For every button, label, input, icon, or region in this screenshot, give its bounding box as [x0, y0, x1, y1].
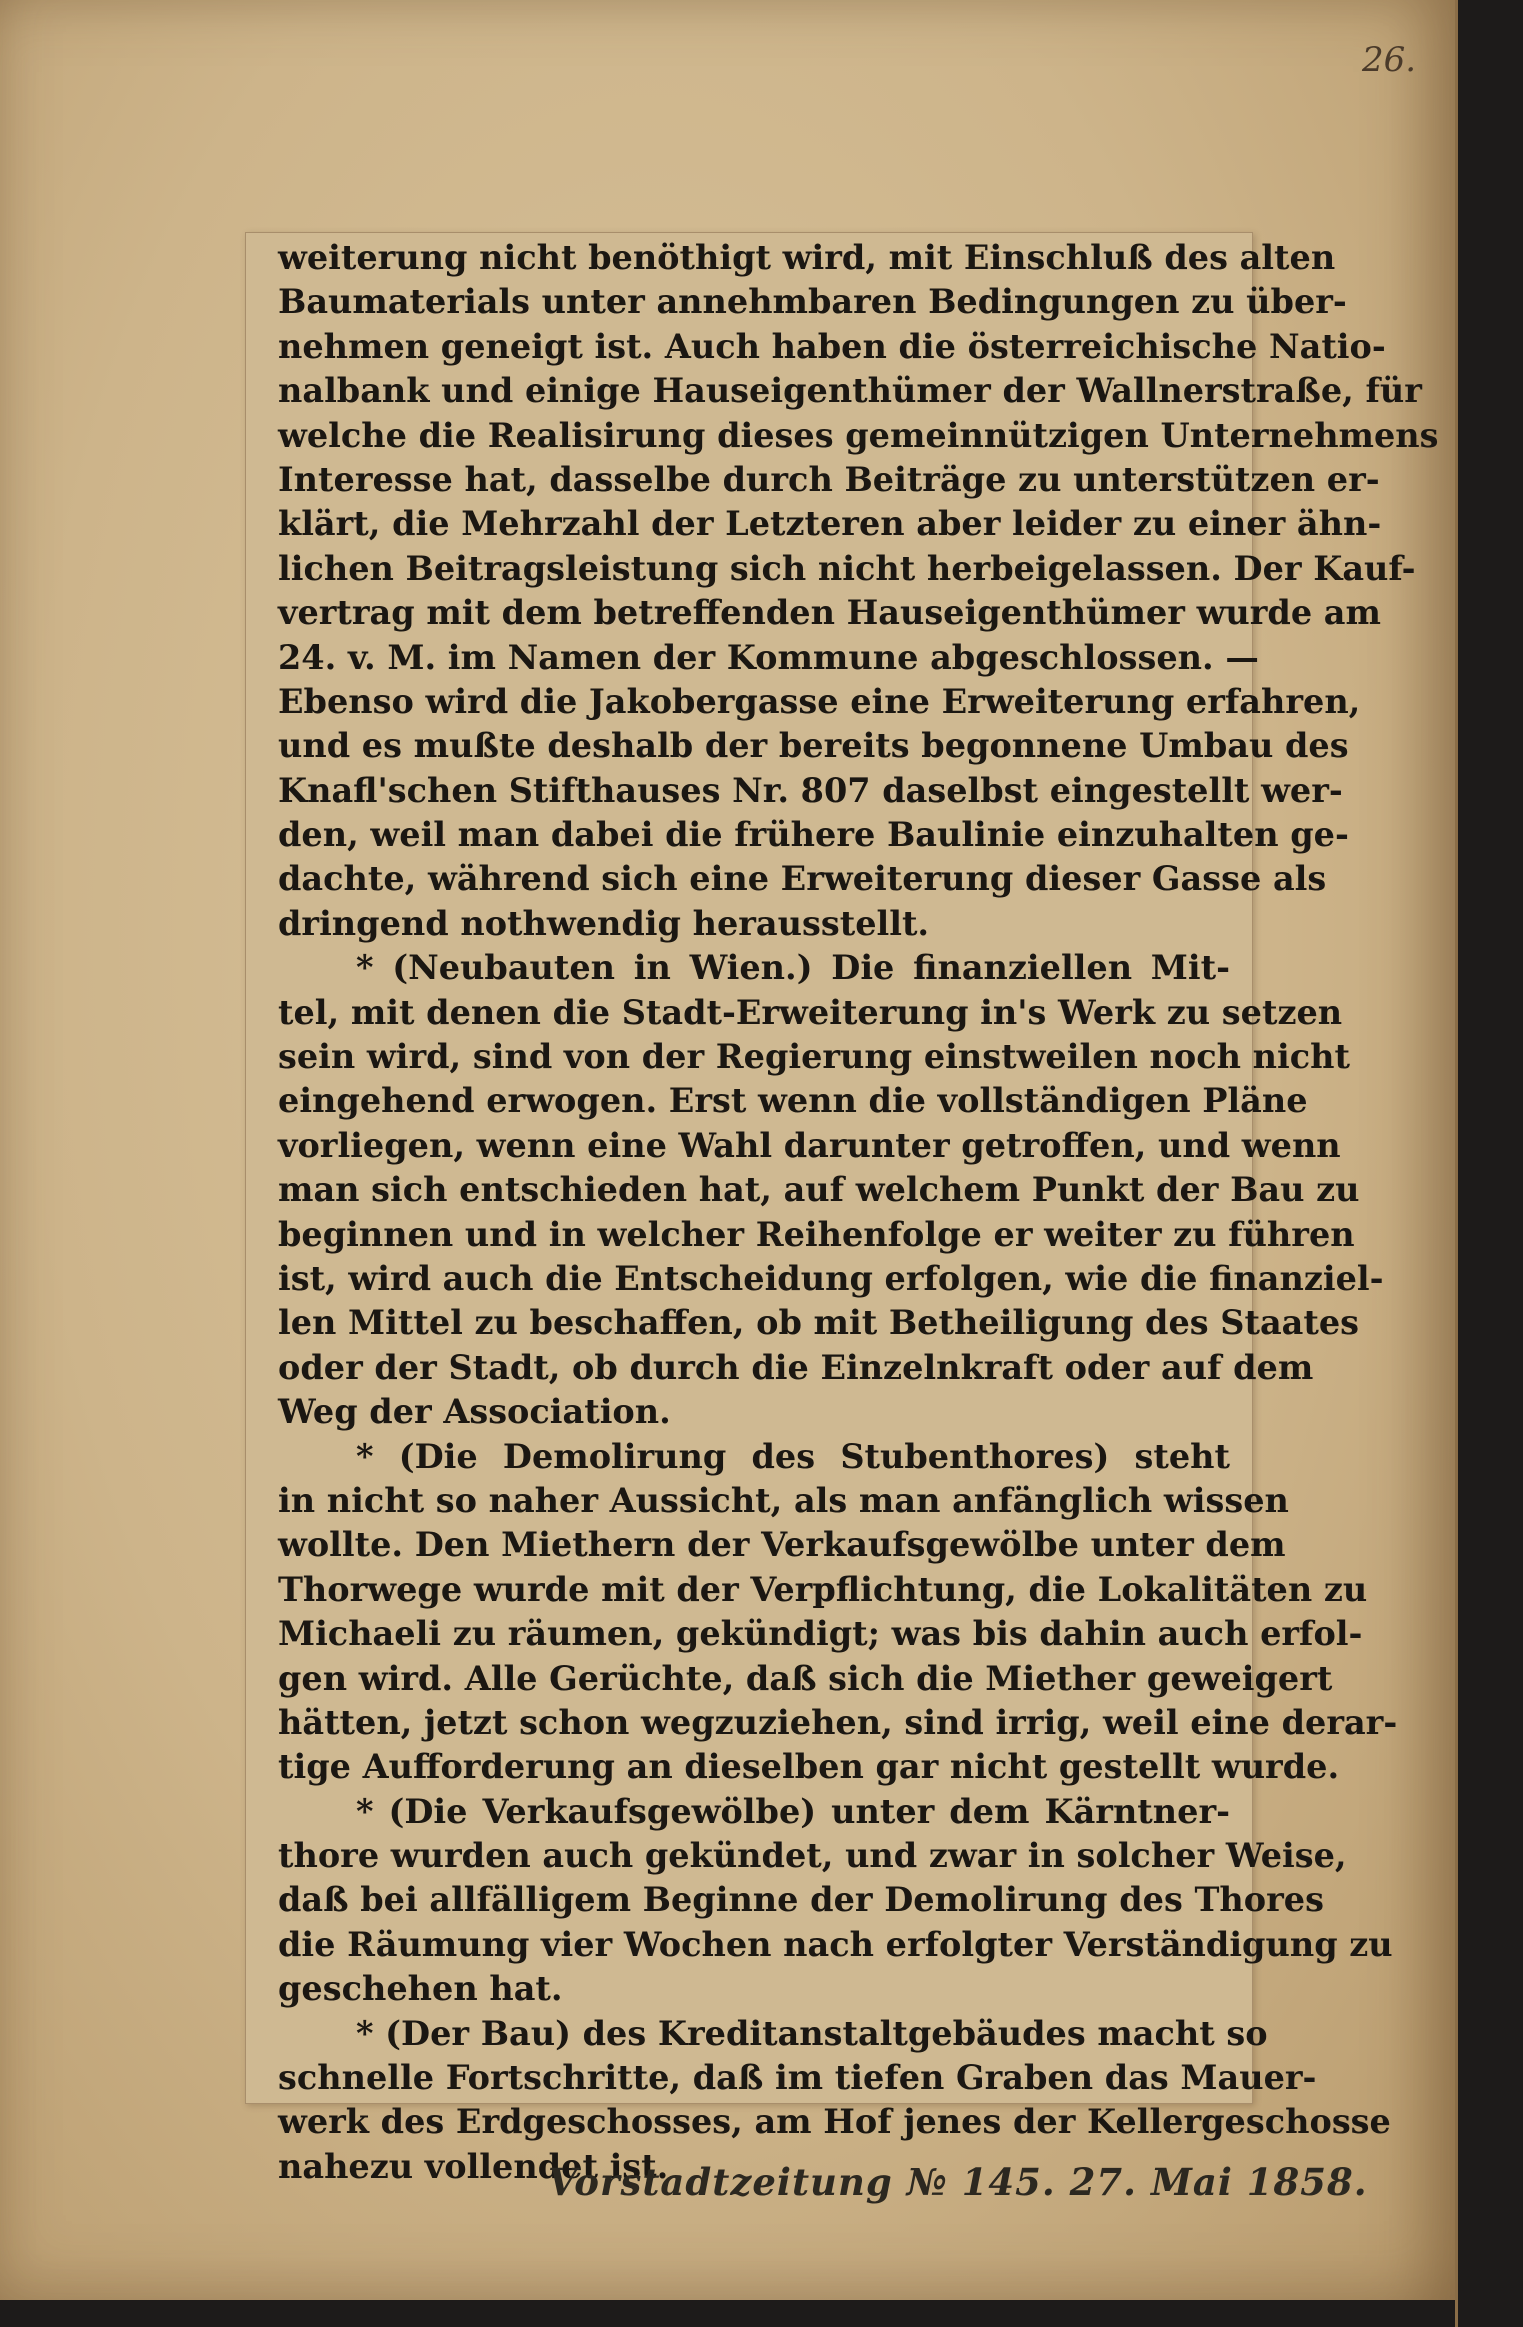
article-line: werk des Erdgeschosses, am Hof jenes der Kellergeschosse: [278, 2102, 1391, 2142]
article-text: [278, 236, 1439, 2189]
article-line: len Mittel zu beschaffen, ob mit Betheiligung des Staates: [278, 1303, 1360, 1343]
article-line: nalbank und einige Hauseigenthümer der Wallnerstraße, für: [278, 371, 1422, 411]
article-line: 24. v. M. im Namen der Kommune abgeschlossen. —: [278, 637, 1259, 677]
article-line: lichen Beitragsleistung sich nicht herbeigelassen. Der Kauf-: [278, 548, 1416, 588]
paragraph-heading-verkaufsgewoelbe: * (Die Verkaufsgewölbe) unter dem Kärntner-: [356, 1791, 1230, 1831]
article-line: vertrag mit dem betreffenden Hauseigenthümer wurde am: [278, 593, 1381, 633]
article-line: dringend nothwendig herausstellt.: [278, 903, 930, 943]
article-line: tige Aufforderung an dieselben gar nicht gestellt wurde.: [278, 1747, 1340, 1787]
article-line: man sich entschieden hat, auf welchem Punkt der Bau zu: [278, 1170, 1360, 1210]
article-line: hätten, jetzt schon wegzuziehen, sind irrig, weil eine derar-: [278, 1702, 1398, 1742]
paragraph-heading-stubenthor: * (Die Demolirung des Stubenthores) steht: [356, 1436, 1230, 1476]
article-line: Interesse hat, dasselbe durch Beiträge zu unterstützen er-: [278, 459, 1380, 499]
article-line: nehmen geneigt ist. Auch haben die österreichische Natio-: [278, 326, 1386, 366]
article-line: daß bei allfälligem Beginne der Demolirung des Thores: [278, 1880, 1324, 1920]
article-line: nahezu vollendet ist.: [278, 2146, 669, 2186]
handwritten-source-note: Vorstadtzeitung № 145. 27. Mai 1858.: [548, 2160, 1368, 2204]
article-line: Baumaterials unter annehmbaren Bedingungen zu über-: [278, 282, 1347, 322]
article-line: in nicht so naher Aussicht, als man anfänglich wissen: [278, 1480, 1289, 1520]
article-line: oder der Stadt, ob durch die Einzelnkraft oder auf dem: [278, 1347, 1314, 1387]
article-line: dachte, während sich eine Erweiterung dieser Gasse als: [278, 859, 1327, 899]
article-line: geschehen hat.: [278, 1969, 563, 2009]
paragraph-heading-bau: * (Der Bau) des Kreditanstaltgebäudes macht so: [356, 2013, 1268, 2053]
article-line: Thorwege wurde mit der Verpflichtung, die Lokalitäten zu: [278, 1569, 1368, 1609]
article-line: die Räumung vier Wochen nach erfolgter Verständigung zu: [278, 1924, 1393, 1964]
article-line: schnelle Fortschritte, daß im tiefen Graben das Mauer-: [278, 2058, 1317, 2098]
article-line: thore wurden auch gekündet, und zwar in solcher Weise,: [278, 1836, 1347, 1876]
article-line: ist, wird auch die Entscheidung erfolgen, wie die finanziel-: [278, 1258, 1384, 1298]
article-line: gen wird. Alle Gerüchte, daß sich die Miether geweigert: [278, 1658, 1333, 1698]
article-line: tel, mit denen die Stadt-Erweiterung in's Werk zu setzen: [278, 992, 1343, 1032]
article-line: beginnen und in welcher Reihenfolge er weiter zu führen: [278, 1214, 1355, 1254]
article-line: welche die Realisirung dieses gemeinnützigen Unternehmens: [278, 415, 1439, 455]
article-line: Ebenso wird die Jakobergasse eine Erweiterung erfahren,: [278, 681, 1361, 721]
page-bottom-edge: [0, 2300, 1455, 2327]
article-line: Knafl'schen Stifthauses Nr. 807 daselbst eingestellt wer-: [278, 770, 1343, 810]
article-line: klärt, die Mehrzahl der Letzteren aber leider zu einer ähn-: [278, 504, 1382, 544]
article-line: Michaeli zu räumen, gekündigt; was bis dahin auch erfol-: [278, 1614, 1363, 1654]
article-line: vorliegen, wenn eine Wahl darunter getroffen, und wenn: [278, 1125, 1341, 1165]
article-line: und es mußte deshalb der bereits begonnene Umbau des: [278, 726, 1349, 766]
page-number: 26.: [1362, 40, 1417, 80]
article-line: Weg der Association.: [278, 1392, 671, 1432]
article-line: eingehend erwogen. Erst wenn die vollständigen Pläne: [278, 1081, 1308, 1121]
paragraph-heading-neubauten: * (Neubauten in Wien.) Die finanziellen Mit-: [356, 948, 1230, 988]
article-line: den, weil man dabei die frühere Baulinie einzuhalten ge-: [278, 815, 1349, 855]
article-line: weiterung nicht benöthigt wird, mit Einschluß des alten: [278, 238, 1336, 277]
article-line: sein wird, sind von der Regierung einstweilen noch nicht: [278, 1037, 1350, 1077]
article-line: wollte. Den Miethern der Verkaufsgewölbe unter dem: [278, 1525, 1286, 1565]
